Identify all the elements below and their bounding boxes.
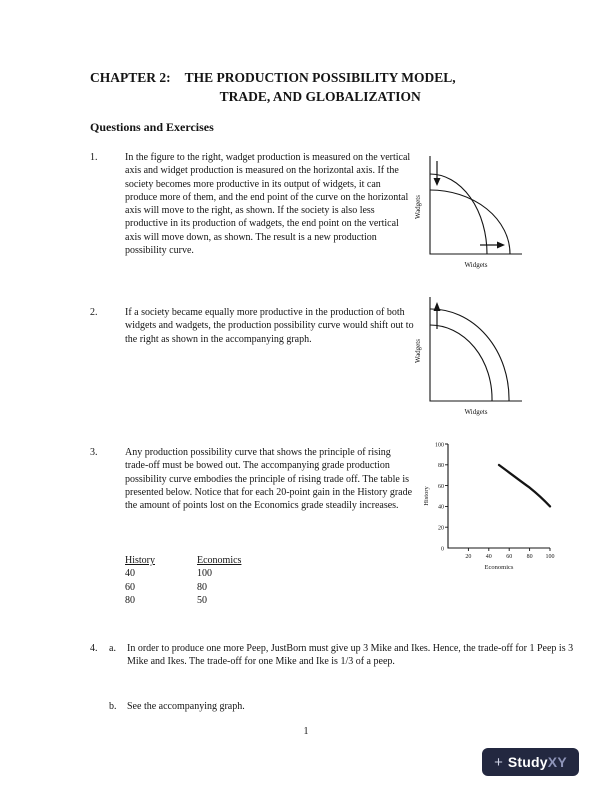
question-4a-text: In order to produce one more Peep, JustBorn must give up 3 Mike and Ikes. Hence, the trade-off for 1 Peep is 3 Mike and Ikes. The trade-off for one Mike and Ike is 1/3 of a peep.	[127, 643, 574, 668]
page-number: 1	[303, 726, 309, 737]
y-tick-60: 60	[438, 483, 444, 490]
cell-history-3: 80	[125, 594, 135, 606]
question-4b-label: b.	[109, 701, 117, 712]
y-tick-40: 40	[438, 504, 444, 511]
question-3-number: 3.	[90, 447, 98, 458]
y-tick-100: 100	[435, 442, 444, 449]
y-axis-label: Wadgets	[414, 339, 422, 363]
question-1-text: In the figure to the right, wadget production is measured on the vertical axis and widget production is measured on the horizontal axis. If the society becomes more productive in its output of widgets, it can produce more of them, and the end point of the curve on the horizontal axis will move to the right, as shown. If the society is also less productive in its production of wadgets, the end point on the vertical axis will move down, as shown. The result is a new production possibility curve.	[125, 152, 411, 257]
y-axis-label: History	[423, 486, 430, 506]
studyxy-logo	[482, 748, 579, 776]
table-header-history: History	[125, 555, 155, 566]
table-row	[125, 581, 269, 594]
y-tick-20: 20	[438, 525, 444, 532]
question-2-text: If a society became equally more productive in the production of both widgets and wadgets, the production possibility curve would shift out to the right as shown in the accompanying graph.	[125, 307, 414, 345]
question-4a	[90, 642, 580, 669]
logo-text-study: Study	[507, 754, 548, 770]
y-tick-80: 80	[438, 463, 444, 469]
chapter-title-lines	[185, 70, 456, 105]
grade-trade-off-table	[125, 554, 269, 607]
cell-history-2: 60	[125, 581, 135, 593]
question-4a-label: a.	[109, 643, 116, 654]
x-tick-40: 40	[485, 554, 492, 560]
grade-ppc-line	[499, 465, 550, 506]
table-row	[125, 594, 269, 607]
question-4b	[90, 700, 580, 713]
x-tick-20: 20	[465, 554, 472, 560]
table-header-row	[125, 554, 269, 567]
table-row	[125, 567, 269, 580]
question-2-number: 2.	[90, 307, 98, 318]
figure-grade-ppc	[418, 438, 563, 583]
y-axis-label: Wadgets	[414, 195, 422, 219]
axes-lines	[448, 444, 550, 548]
origin-tick-0: 0	[441, 546, 444, 553]
question-3	[90, 446, 415, 512]
x-tick-60: 60	[506, 554, 513, 560]
figure-ppc-shift-q2	[412, 293, 527, 428]
down-arrow-icon	[434, 161, 441, 186]
question-3-text: Any production possibility curve that shows the principle of rising trade-off must be bowed out. The accompanying grade production possibility curve embodies the principle of rising trade off. The table is presented below. Notice that for each 20-point gain in the History grade the amount of points lost on the Economics grade steadily increases.	[125, 447, 413, 512]
figure-ppc-shift-q1	[412, 152, 527, 282]
question-1	[90, 151, 415, 257]
chapter-title-line2: TRADE, AND GLOBALIZATION	[219, 89, 421, 104]
logo-text-xy: XY	[547, 754, 567, 770]
chapter-label: CHAPTER 2:	[90, 70, 171, 85]
ppc-curve-inner	[430, 325, 492, 401]
ppc-curve-original	[430, 174, 487, 254]
cell-history-1: 40	[125, 568, 135, 580]
plus-icon: +	[494, 753, 503, 771]
question-4-number: 4.	[90, 643, 98, 654]
x-axis-label: Economics	[484, 564, 514, 571]
question-4b-text: See the accompanying graph.	[127, 701, 245, 712]
right-arrow-icon	[480, 242, 505, 249]
logo-text	[508, 754, 567, 770]
chapter-title	[90, 70, 456, 105]
tick-marks	[445, 444, 550, 551]
ppc-curve-outer	[430, 309, 509, 401]
x-axis-label: Widgets	[464, 408, 488, 416]
x-tick-80: 80	[526, 554, 533, 560]
cell-economics-2: 80	[197, 581, 207, 593]
x-tick-100: 100	[545, 554, 555, 560]
table-header-economics: Economics	[197, 555, 242, 566]
cell-economics-1: 100	[197, 568, 212, 580]
question-1-number: 1.	[90, 152, 98, 163]
chapter-title-line1: THE PRODUCTION POSSIBILITY MODEL,	[184, 70, 456, 85]
x-axis-label: Widgets	[464, 261, 488, 269]
cell-economics-3: 50	[197, 594, 207, 606]
section-heading: Questions and Exercises	[90, 120, 214, 134]
question-2	[90, 306, 415, 346]
